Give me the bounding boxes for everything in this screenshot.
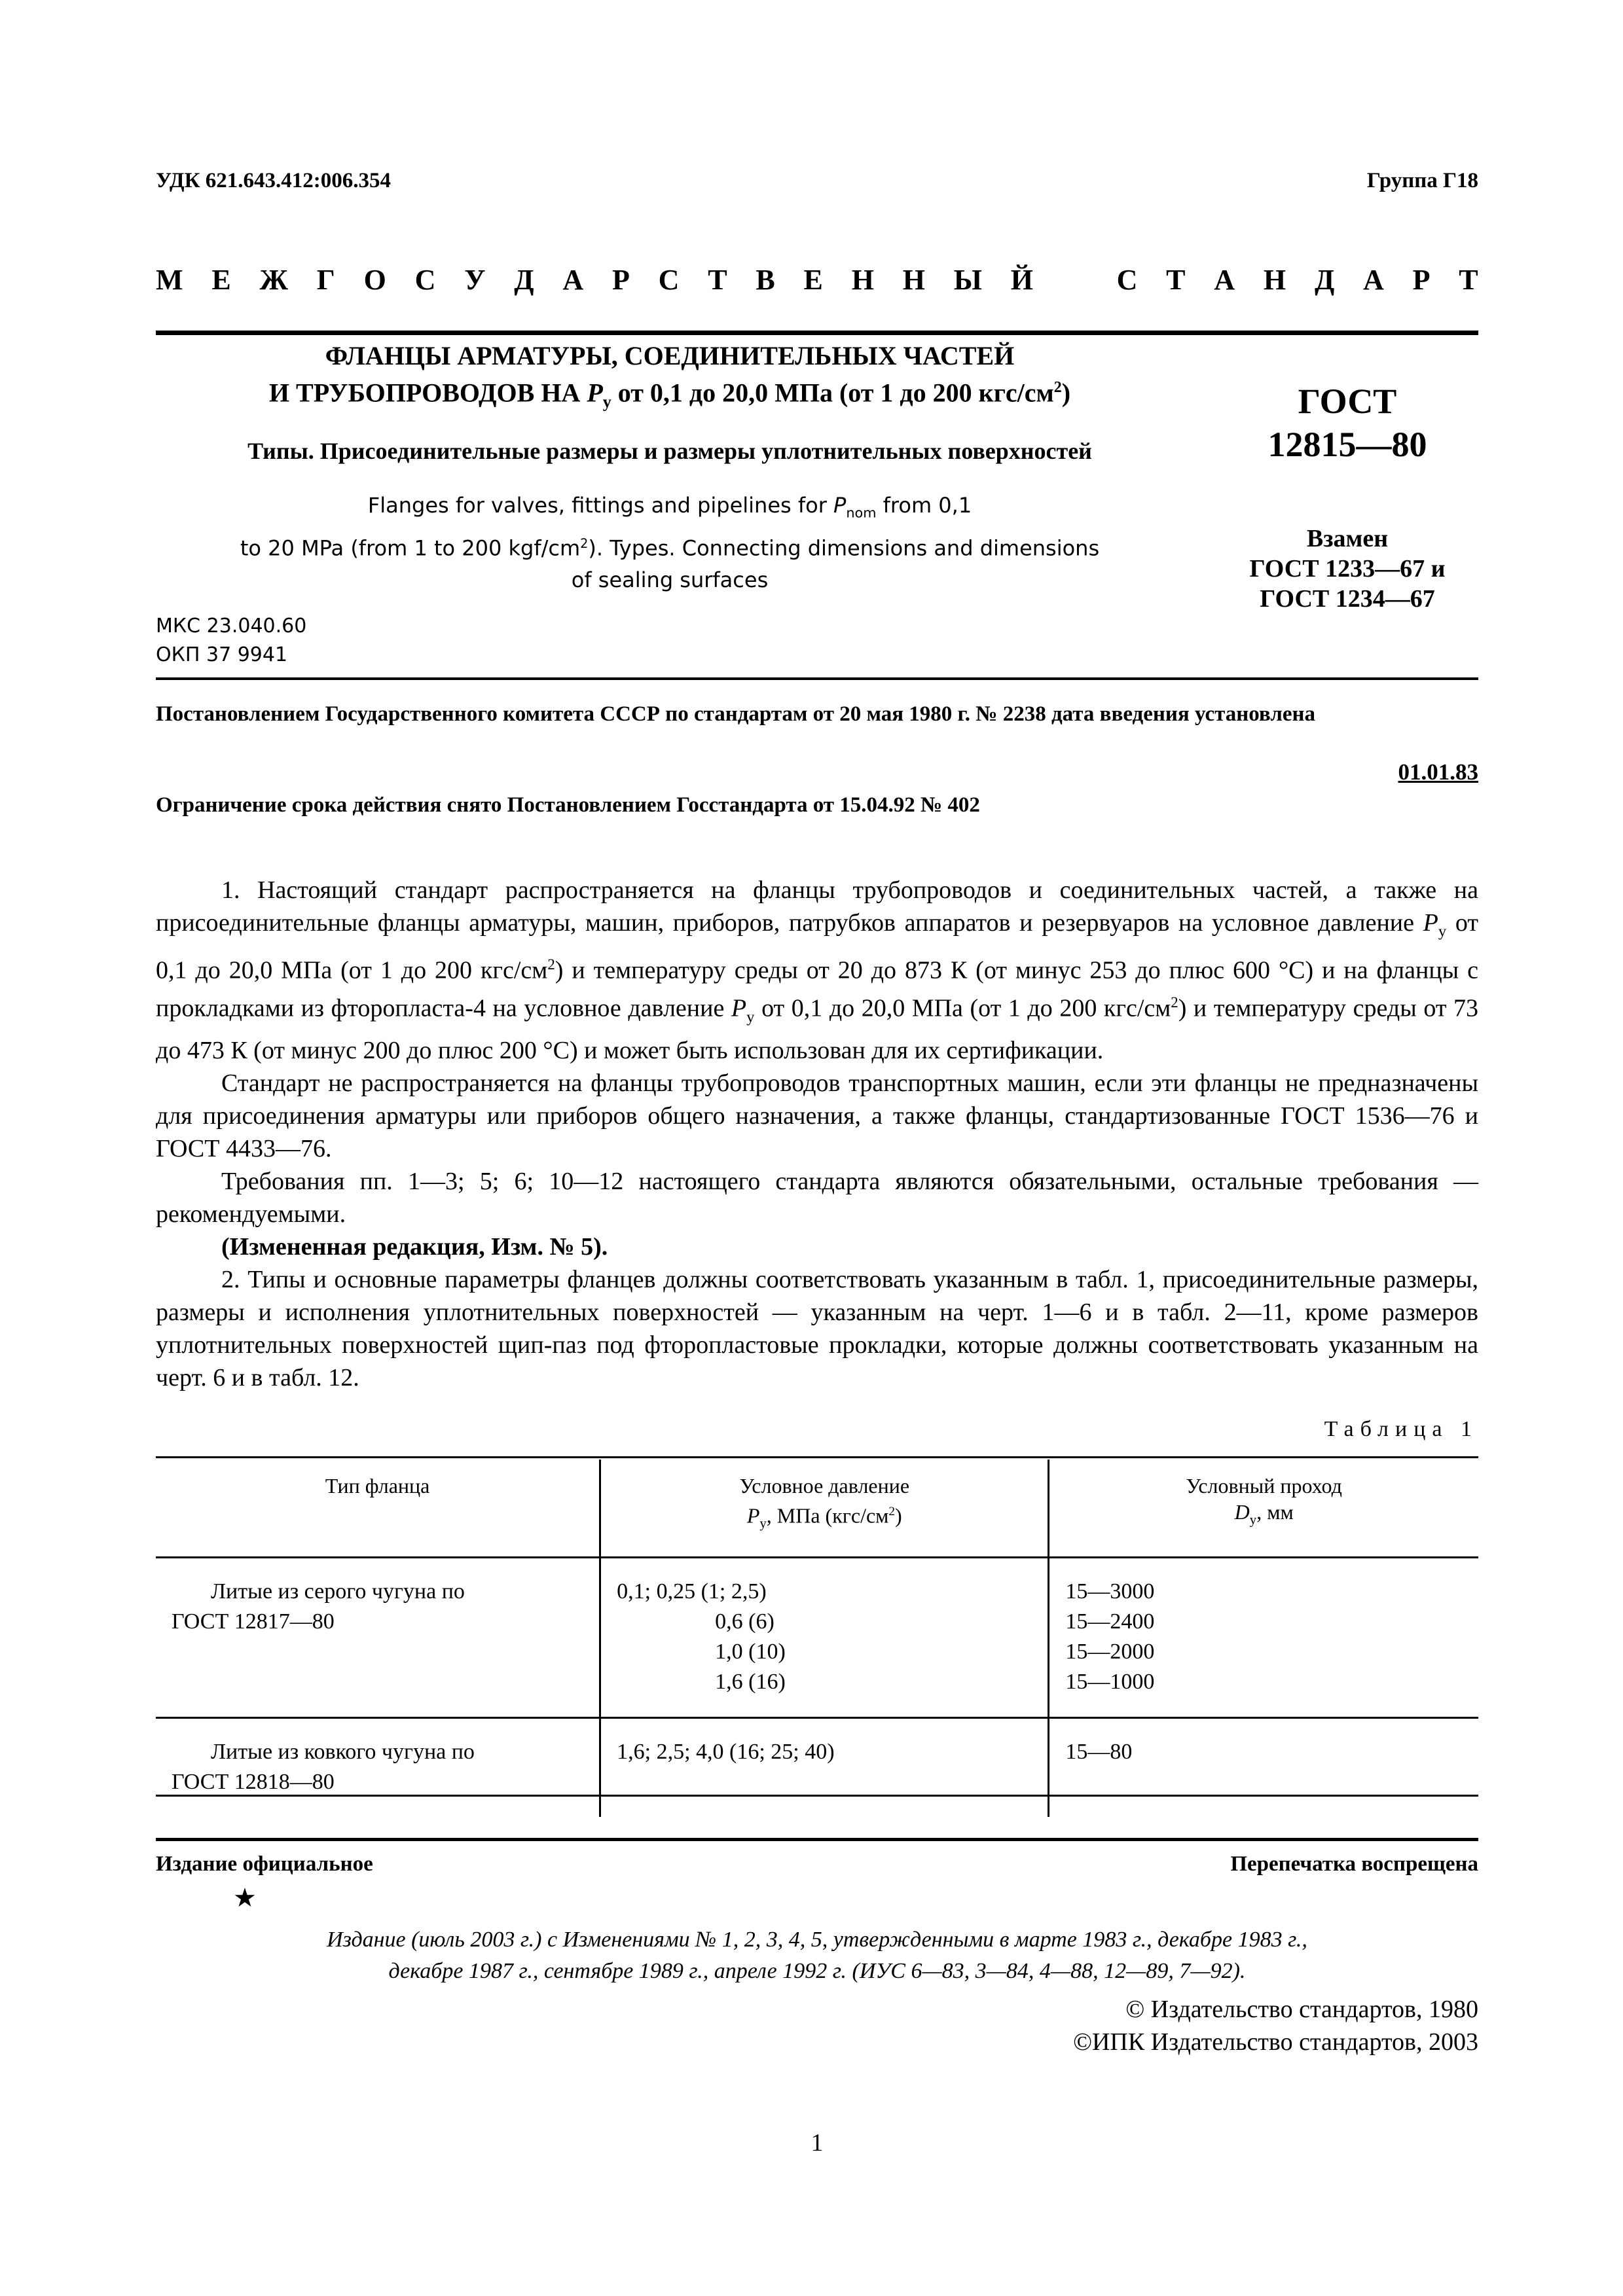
classification-codes <box>156 612 1478 670</box>
banner-letter: Е <box>211 264 231 296</box>
table-header-type: Тип фланца <box>156 1460 600 1558</box>
banner-letter: У <box>464 264 486 296</box>
paragraph-4: 2. Типы и основные параметры фланцев должны соответствовать указанным в табл. 1, присоединительные размеры, размеры и исполнения уплотнительных поверхностей — указанным на черт. 1—6 и в табл. 2—11, кроме размеров уплотнительных поверхностей щип-паз под фторопластовые прокладки, которые должны соответствовать указанным на черт. 6 и в табл. 12. <box>156 1265 1478 1391</box>
table-row <box>156 1558 1478 1718</box>
gost-label: ГОСТ <box>1298 382 1397 421</box>
flange-type-cell: Литые из серого чугуна по ГОСТ 12817—80 <box>156 1558 600 1718</box>
banner-letter: Т <box>1459 264 1478 296</box>
official-edition: Издание официальное <box>156 1852 373 1876</box>
page-number: 1 <box>811 2129 824 2157</box>
body-text <box>156 874 1478 1394</box>
document-subtitle: Типы. Присоединительные размеры и размеры уплотнительных поверхностей <box>247 438 1092 464</box>
banner-letter: В <box>756 264 775 296</box>
paragraph-3: Требования пп. 1—3; 5; 6; 10—12 настоящего стандарта являются обязательными, остальные требования — рекомендуемыми. <box>156 1167 1478 1228</box>
pressure-cell: 1,6; 2,5; 4,0 (16; 25; 40) <box>600 1718 1049 1818</box>
edition-note: Издание (июль 2003 г.) с Изменениями № 1, 2, 3, 4, 5, утвержденными в марте 1983 г., декабре 1983 г., декабре 1987 г., сентябре 1989 г., апреле 1992 г. (ИУС 6—83, 3—84, 4—88, 12—89, 7—92). <box>327 1928 1307 1983</box>
banner-letter: Т <box>708 264 727 296</box>
banner-letter: Н <box>851 264 874 296</box>
replaces-block: Взамен ГОСТ 1233—67 и ГОСТ 1234—67 <box>1249 525 1446 613</box>
banner-letter: Г <box>316 264 335 296</box>
banner-letter: Д <box>514 264 534 296</box>
banner-letter: Е <box>803 264 823 296</box>
banner-letter: А <box>562 264 584 296</box>
gost-number-block <box>1216 380 1478 466</box>
interstate-standard-banner <box>156 263 1478 296</box>
decree-text: Постановлением Государственного комитета СССР по стандартам от 20 мая 1980 г. № 2238 дата введения установлена <box>156 702 1315 726</box>
reprint-prohibited: Перепечатка воспрещена <box>1230 1852 1478 1876</box>
banner-letter: Й <box>1010 264 1033 296</box>
banner-letter: А <box>1214 264 1235 296</box>
passage-cell: 15—80 <box>1065 1740 1133 1765</box>
copyright-block <box>1073 1993 1478 2058</box>
table-bottom-rule <box>156 1795 1478 1797</box>
banner-letter: Р <box>611 264 630 296</box>
okp-code: ОКП 37 9941 <box>156 643 288 666</box>
banner-letter: А <box>1363 264 1384 296</box>
banner-letter: Ж <box>259 264 288 296</box>
banner-letter: Н <box>902 264 925 296</box>
banner-letter: О <box>363 264 386 296</box>
banner-letter <box>1062 263 1088 296</box>
banner-letter: С <box>1116 264 1138 296</box>
banner-letter: Д <box>1314 264 1335 296</box>
banner-letter: С <box>658 264 680 296</box>
table-header-passage: Условный проход $D_у$, мм <box>1049 1460 1478 1558</box>
title-line-2: И ТРУБОПРОВОДОВ НА $P_у$ от 0,1 до 20,0 МПа (от 1 до 200 кгс/$см^2$) <box>268 378 1071 412</box>
banner-letter: Р <box>1412 264 1431 296</box>
footer-divider <box>156 1838 1478 1841</box>
edition-row <box>156 1852 1478 1876</box>
table-header-pressure: Условное давление $P_у$, МПа $(кгс/см^2)$ <box>600 1460 1049 1558</box>
gost-number: 12815—80 <box>1267 425 1427 464</box>
table-top-rule <box>156 1456 1478 1458</box>
banner-letter: Н <box>1263 264 1286 296</box>
passage-cell: 15—3000 15—2400 15—2000 15—1000 <box>1049 1558 1478 1718</box>
star-icon: ★ <box>233 1883 257 1912</box>
banner-letter: М <box>156 264 183 296</box>
document-title <box>156 340 1184 418</box>
flange-type-cell: Литые из ковкого чугуна по ГОСТ 12818—80 <box>172 1740 475 1795</box>
introduction-date: 01.01.83 <box>1398 759 1478 785</box>
amendment-note: (Измененная редакция, Изм. № 5). <box>221 1232 608 1261</box>
table-1 <box>156 1460 1478 1817</box>
udk-code: УДК 621.643.412:006.354 <box>156 169 392 192</box>
codes-divider <box>156 677 1478 680</box>
header-divider <box>156 331 1478 335</box>
banner-letter: Ы <box>953 264 982 296</box>
copyright-2003: ©ИПК Издательство стандартов, 2003 <box>1073 2028 1478 2056</box>
limit-removed-note: Ограничение срока действия снято Постановлением Госстандарта от 15.04.92 № 402 <box>156 793 980 817</box>
paragraph-1: 1. Настоящий стандарт распространяется на фланцы трубопроводов и соединительных частей, а также на присоединительные фланцы арматуры, машин, приборов, патрубков аппаратов и резервуаров на условное давление $P_у$ от 0,1 до 20,0 МПа (от 1 до 200 кгс/$см^2$) и температуру среды от 20 до 873 К (от минус 253 до плюс 600 °С) и на фланцы с прокладками из фторопласта-4 на условное давление $P_у$ от 0,1 до 20,0 МПа (от 1 до 200 кгс/$см^2$) и температуру среды от 73 до 473 К (от минус 200 до плюс 200 °С) и может быть использован для их сертификации. <box>156 876 1478 1064</box>
copyright-1980: © Издательство стандартов, 1980 <box>1125 1996 1478 2023</box>
paragraph-2: Стандарт не распространяется на фланцы трубопроводов транспортных машин, если эти фланцы не предназначены для присоединения арматуры или приборов общего назначения, а также фланцы, стандартизованные ГОСТ 1536—76 и ГОСТ 4433—76. <box>156 1069 1478 1162</box>
pressure-cell: 0,1; 0,25 (1; 2,5) 0,6 (6) 1,0 (10) 1,6 (16) <box>600 1558 1049 1718</box>
title-line-1: ФЛАНЦЫ АРМАТУРЫ, СОЕДИНИТЕЛЬНЫХ ЧАСТЕЙ <box>325 341 1015 370</box>
group-code: Группа Г18 <box>1366 169 1478 192</box>
banner-letter: Т <box>1166 264 1186 296</box>
header-row <box>156 169 1478 193</box>
english-title: Flanges for valves, fittings and pipelines for $P_{nom}$ from 0,1 to 20 MPa (from 1 to 200 kgf/$cm^2$). Types. Connecting dimensions and dimensions of sealing surfaces <box>240 493 1100 593</box>
table-1-label: Таблица 1 <box>1324 1417 1478 1441</box>
table-row <box>156 1718 1478 1818</box>
mks-code: МКС 23.040.60 <box>156 615 307 637</box>
banner-letter: С <box>414 264 436 296</box>
